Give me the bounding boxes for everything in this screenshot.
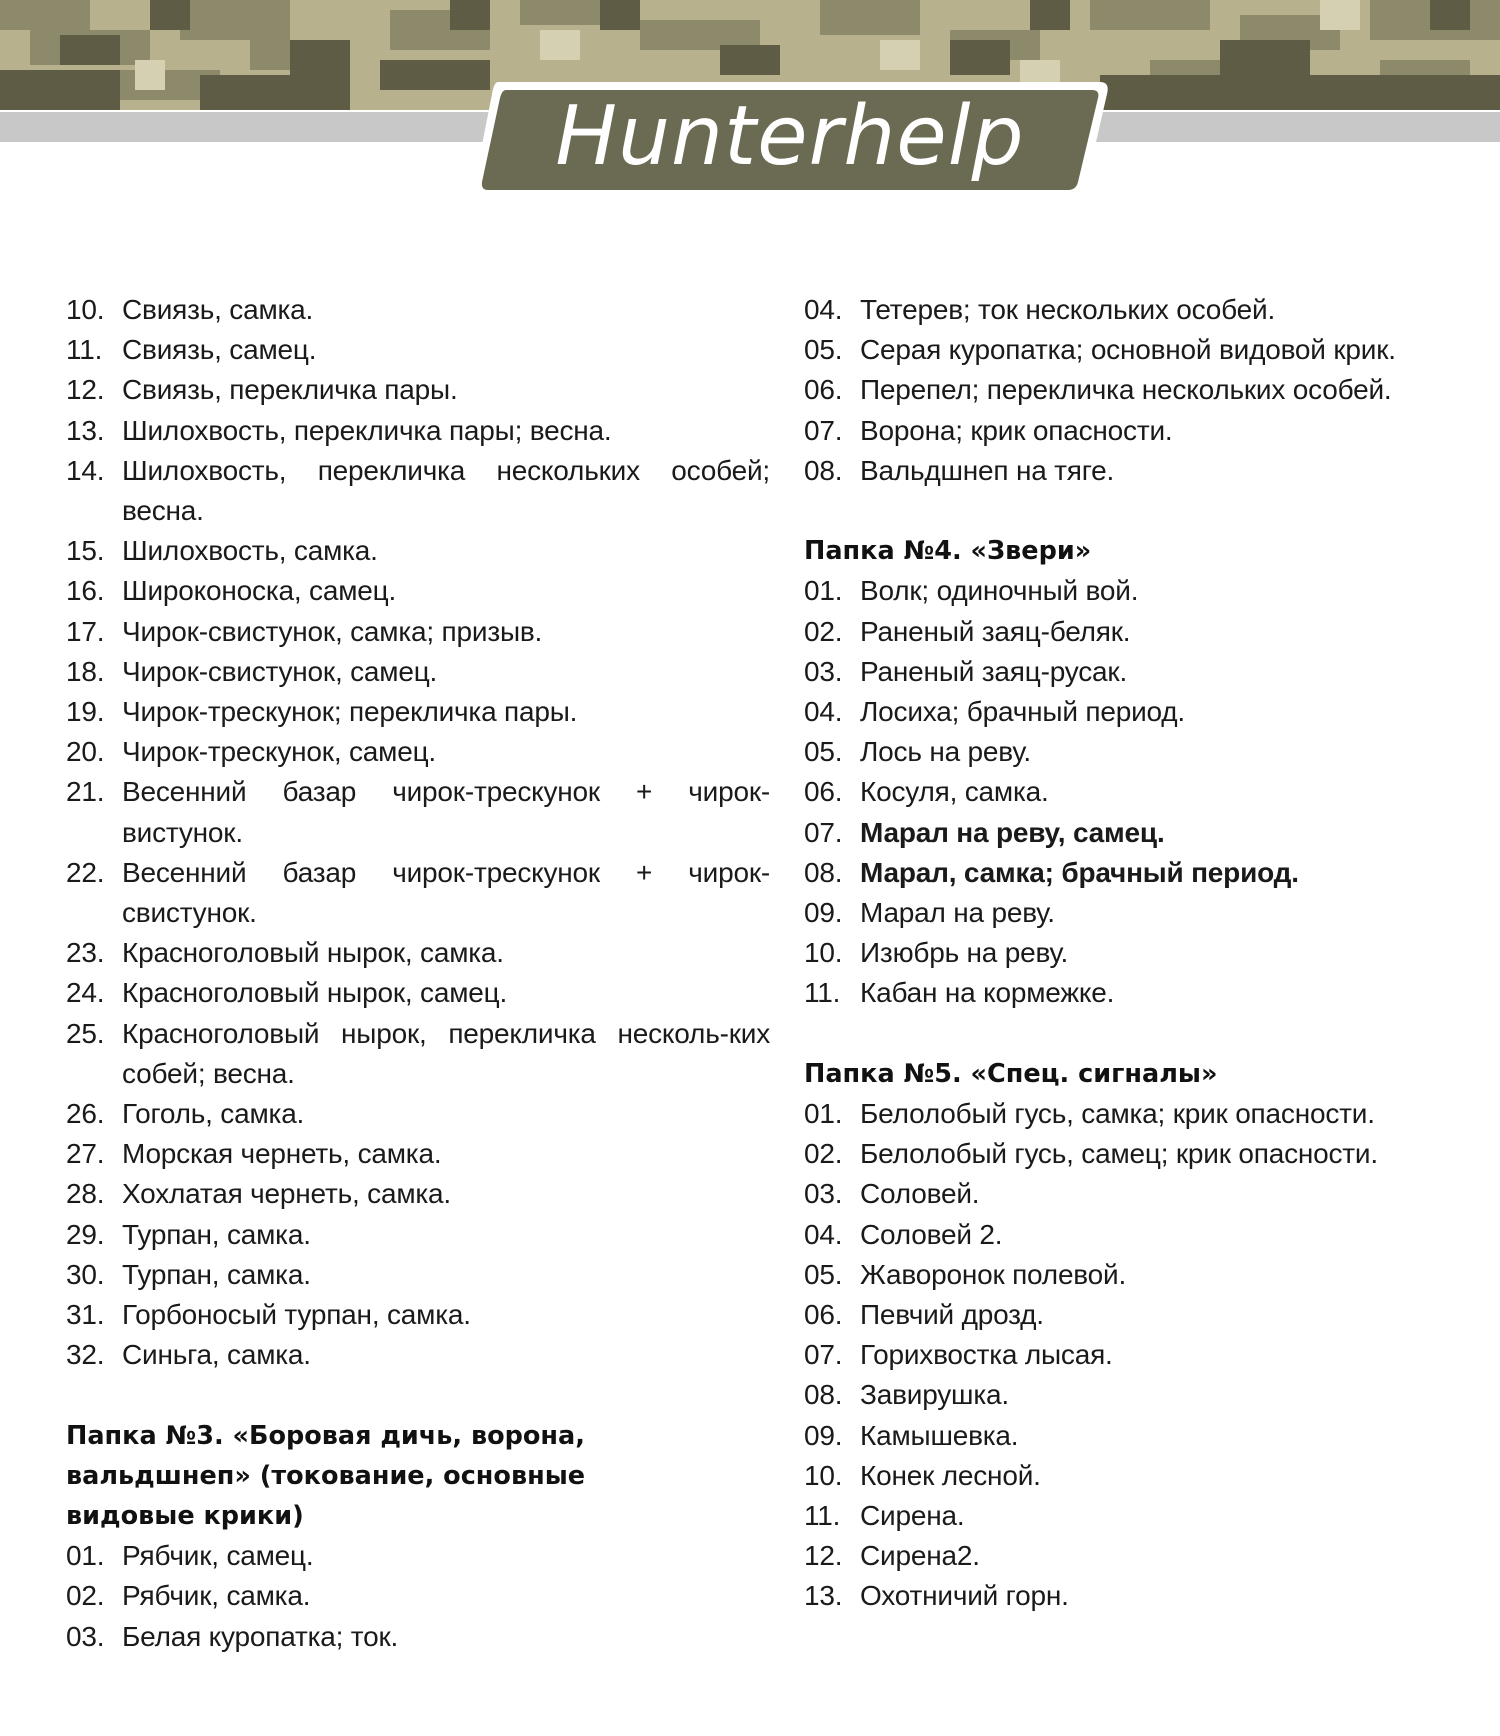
list-item (66, 451, 770, 531)
item-text: Весенний базар чирок-трескунок + чирок-вистунок. (122, 776, 770, 848)
item-text: Кабан на кормежке. (860, 977, 1115, 1009)
list-item (804, 370, 1484, 410)
list-item (66, 1134, 770, 1174)
list-item (66, 411, 770, 451)
item-text: Перепел; перекличка нескольких особей. (860, 374, 1392, 406)
item-number: 21. (66, 776, 105, 808)
list-item (804, 1456, 1484, 1496)
right-column (804, 290, 1484, 1617)
list-item (66, 1335, 770, 1375)
item-text: Вальдшнеп на тяге. (860, 454, 1115, 486)
heading-line: видовые крики) (66, 1501, 304, 1532)
list-item (66, 772, 770, 852)
list-item (804, 451, 1484, 491)
item-text: Охотничий горн. (860, 1580, 1069, 1612)
item-number: 24. (66, 977, 105, 1009)
list-item (66, 1215, 770, 1255)
item-text: Ворона; крик опасности. (860, 414, 1173, 446)
item-number: 23. (66, 937, 105, 969)
item-number: 02. (66, 1580, 105, 1612)
list-item (804, 571, 1484, 611)
item-text: Изюбрь на реву. (860, 937, 1069, 969)
list-item (804, 1215, 1484, 1255)
item-text: Свиязь, самка. (122, 294, 314, 325)
folder-4-heading: Папка №4. «Звери» (804, 536, 1092, 567)
item-text: Красноголовый нырок, самка. (122, 937, 504, 969)
item-number: 15. (66, 535, 105, 567)
left-column (66, 290, 770, 1657)
item-number: 18. (66, 655, 105, 687)
item-text: Шилохвость, перекличка нескольких особей; весна. (122, 454, 770, 527)
list-item (804, 813, 1484, 853)
item-text: Чирок-трескунок; перекличка пары. (122, 696, 578, 728)
list-item (66, 290, 770, 330)
item-text: Весенний базар чирок-трескунок + чирок-свистунок. (122, 856, 770, 929)
item-number: 06. (804, 776, 843, 808)
item-text: Белолобый гусь, самец; крик опасности. (860, 1138, 1378, 1170)
item-number: 07. (804, 414, 843, 446)
item-number: 08. (804, 856, 843, 888)
item-text: Красноголовый нырок, перекличка несколь-ких собей; весна. (122, 1017, 770, 1089)
item-number: 06. (804, 374, 843, 406)
item-text: Соловей 2. (860, 1218, 1003, 1250)
item-number: 10. (66, 294, 105, 325)
list-item (66, 732, 770, 772)
list-item (804, 290, 1484, 330)
item-text: Широконоска, самец. (122, 575, 397, 607)
folder-5-heading: Папка №5. «Спец. сигналы» (804, 1058, 1218, 1089)
list-item (66, 1617, 770, 1657)
item-text: Конек лесной. (860, 1459, 1041, 1491)
list-item (66, 853, 770, 933)
item-number: 01. (66, 1540, 105, 1572)
list-item (804, 612, 1484, 652)
item-text: Марал на реву. (860, 897, 1055, 929)
list-item (66, 1094, 770, 1134)
item-text: Турпан, самка. (122, 1258, 311, 1290)
camo-header-banner (0, 0, 1500, 220)
list-item (66, 571, 770, 611)
item-text: Лось на реву. (860, 736, 1031, 768)
list-item (66, 370, 770, 410)
item-text: Горбоносый турпан, самка. (122, 1299, 471, 1331)
list-item (66, 652, 770, 692)
item-number: 07. (804, 816, 843, 848)
item-text: Свиязь, самец. (122, 334, 317, 366)
item-number: 20. (66, 736, 105, 768)
item-number: 11. (66, 334, 103, 366)
item-text: Белолобый гусь, самка; крик опасности. (860, 1098, 1375, 1130)
item-text: Марал на реву, самец. (860, 816, 1165, 848)
item-text: Чирок-свистунок, самка; призыв. (122, 615, 543, 647)
item-number: 29. (66, 1218, 105, 1250)
item-number: 11. (804, 1500, 841, 1532)
item-number: 12. (804, 1540, 843, 1572)
item-text: Синьга, самка. (122, 1339, 311, 1371)
list-item (66, 531, 770, 571)
item-text: Рябчик, самец. (122, 1540, 314, 1572)
item-number: 12. (66, 374, 105, 406)
list-item (804, 652, 1484, 692)
list-item (66, 692, 770, 732)
item-number: 25. (66, 1017, 105, 1049)
item-text: Гоголь, самка. (122, 1098, 305, 1130)
list-item (804, 933, 1484, 973)
item-text: Раненый заяц-русак. (860, 655, 1128, 687)
list-item (804, 1375, 1484, 1415)
list-item (66, 933, 770, 973)
item-text: Красноголовый нырок, самец. (122, 977, 508, 1009)
item-number: 26. (66, 1098, 105, 1130)
list-item (804, 692, 1484, 732)
list-item (804, 1174, 1484, 1214)
item-number: 32. (66, 1339, 105, 1371)
item-text: Сирена2. (860, 1540, 980, 1572)
item-text: Белая куропатка; ток. (122, 1620, 399, 1652)
item-text: Чирок-свистунок, самец. (122, 655, 438, 687)
list-item (804, 411, 1484, 451)
list-item (804, 732, 1484, 772)
item-number: 10. (804, 1459, 843, 1491)
item-number: 13. (804, 1580, 843, 1612)
heading-line: вальдшнеп» (токование, основные (66, 1460, 586, 1491)
item-text: Тетерев; ток нескольких особей. (860, 294, 1276, 325)
item-text: Лосиха; брачный период. (860, 696, 1185, 728)
item-number: 05. (804, 736, 843, 768)
item-number: 04. (804, 696, 843, 728)
list-item (66, 1174, 770, 1214)
item-number: 03. (66, 1620, 105, 1652)
item-number: 14. (66, 454, 105, 486)
item-number: 09. (804, 897, 843, 929)
list-item (804, 1416, 1484, 1456)
item-text: Хохлатая чернеть, самка. (122, 1178, 451, 1210)
item-number: 05. (804, 1258, 843, 1290)
list-item (804, 1295, 1484, 1335)
item-number: 19. (66, 696, 105, 728)
logo-badge (474, 82, 1108, 196)
item-number: 09. (804, 1419, 843, 1451)
heading-line: Папка №3. «Боровая дичь, ворона, (66, 1420, 585, 1451)
item-number: 10. (804, 937, 843, 969)
item-text: Горихвостка лысая. (860, 1339, 1113, 1371)
list-item (66, 973, 770, 1013)
list-item (804, 772, 1484, 812)
item-text: Серая куропатка; основной видовой крик. (860, 334, 1396, 366)
item-number: 02. (804, 1138, 843, 1170)
item-number: 27. (66, 1138, 105, 1170)
item-number: 04. (804, 1218, 843, 1250)
list-item (804, 1496, 1484, 1536)
list-item (66, 1295, 770, 1335)
item-number: 16. (66, 575, 105, 607)
item-number: 06. (804, 1299, 843, 1331)
list-item (804, 1536, 1484, 1576)
item-text: Шилохвость, самка. (122, 535, 378, 567)
list-item (66, 1014, 770, 1094)
item-text: Завирушка. (860, 1379, 1009, 1411)
item-number: 13. (66, 414, 105, 446)
item-number: 11. (804, 977, 841, 1009)
item-text: Соловей. (860, 1178, 980, 1210)
item-number: 07. (804, 1339, 843, 1371)
list-item (804, 1255, 1484, 1295)
item-number: 03. (804, 655, 843, 687)
item-text: Морская чернеть, самка. (122, 1138, 442, 1170)
item-text: Рябчик, самка. (122, 1580, 311, 1612)
list-item (66, 1536, 770, 1576)
item-number: 04. (804, 294, 843, 325)
item-text: Шилохвость, перекличка пары; весна. (122, 414, 612, 446)
list-item (804, 853, 1484, 893)
item-text: Чирок-трескунок, самец. (122, 736, 437, 768)
item-text: Сирена. (860, 1500, 965, 1532)
list-item (804, 893, 1484, 933)
item-number: 02. (804, 615, 843, 647)
item-text: Турпан, самка. (122, 1218, 311, 1250)
item-number: 28. (66, 1178, 105, 1210)
item-text: Свиязь, перекличка пары. (122, 374, 458, 406)
item-number: 03. (804, 1178, 843, 1210)
item-number: 08. (804, 454, 843, 486)
list-item (66, 1255, 770, 1295)
item-number: 01. (804, 1098, 843, 1130)
logo-text: Hunterhelp (555, 89, 1025, 184)
list-item (804, 1335, 1484, 1375)
list-item (66, 330, 770, 370)
list-item (66, 612, 770, 652)
item-number: 08. (804, 1379, 843, 1411)
item-text: Камышевка. (860, 1419, 1019, 1451)
item-number: 30. (66, 1258, 105, 1290)
item-text: Жаворонок полевой. (860, 1258, 1127, 1290)
list-item (66, 1576, 770, 1616)
item-text: Волк; одиночный вой. (860, 575, 1139, 607)
list-item (804, 1134, 1484, 1174)
item-number: 05. (804, 334, 843, 366)
list-item (804, 1576, 1484, 1616)
folder-3-heading (66, 1416, 770, 1537)
item-number: 01. (804, 575, 843, 607)
item-text: Певчий дрозд. (860, 1299, 1044, 1331)
item-text: Косуля, самка. (860, 776, 1049, 808)
item-text: Раненый заяц-беляк. (860, 615, 1131, 647)
list-item (804, 1094, 1484, 1134)
item-number: 22. (66, 856, 105, 888)
item-number: 31. (66, 1299, 105, 1331)
list-item (804, 330, 1484, 370)
item-text: Марал, самка; брачный период. (860, 856, 1299, 888)
list-item (804, 973, 1484, 1013)
item-number: 17. (66, 615, 105, 647)
